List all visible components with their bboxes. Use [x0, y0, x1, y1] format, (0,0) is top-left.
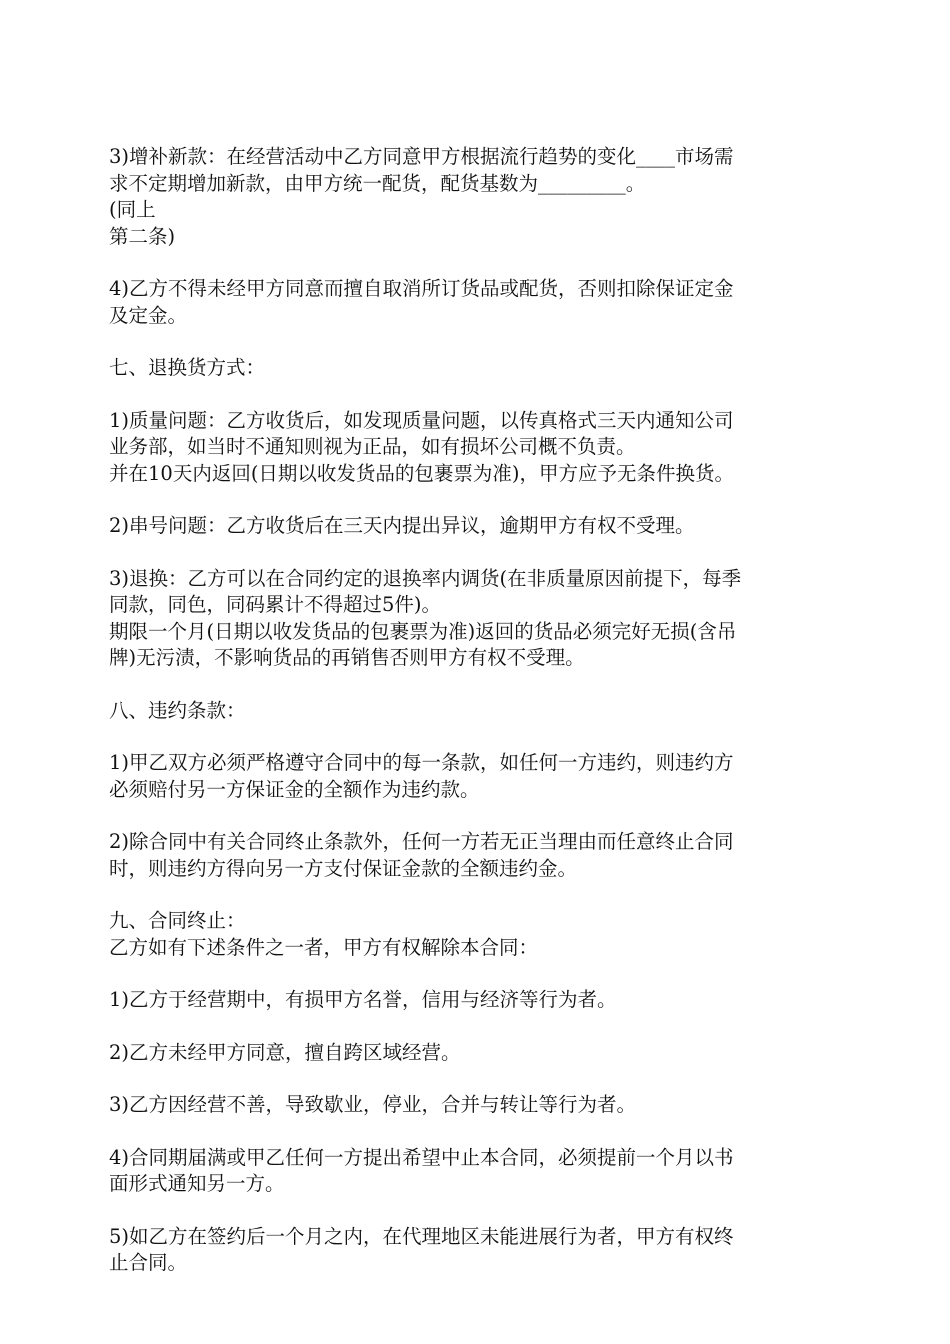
- text-line: 面形式通知另一方。: [109, 1172, 285, 1195]
- text-line: (同上: [109, 198, 156, 221]
- text-line: 4)乙方不得未经甲方同意而擅自取消所订货品或配货，否则扣除保证定金: [109, 277, 734, 300]
- text-line: 业务部，如当时不通知则视为正品，如有损坏公司概不负责。: [109, 435, 636, 458]
- text-line: 第二条): [109, 224, 176, 248]
- text-line: 1)质量问题：乙方收货后，如发现质量问题，以传真格式三天内通知公司: [109, 408, 734, 432]
- text-line: 同款，同色，同码累计不得超过5件)。: [109, 593, 442, 616]
- paragraph: [109, 513, 844, 540]
- paragraph: [109, 276, 844, 329]
- paragraph: [109, 355, 844, 382]
- text-line: 牌)无污渍，不影响货品的再销售否则甲方有权不受理。: [109, 646, 585, 669]
- paragraph: [109, 1040, 844, 1067]
- paragraph: [109, 908, 844, 961]
- paragraph: [109, 698, 844, 725]
- paragraph: [109, 1224, 844, 1277]
- text-line: 并在10天内返回(日期以收发货品的包裹票为准)，甲方应予无条件换货。: [109, 461, 735, 485]
- text-line: 2)除合同中有关合同终止条款外，任何一方若无正当理由而任意终止合同: [109, 830, 734, 853]
- text-line: 七、退换货方式：: [109, 356, 266, 379]
- text-line: 八、违约条款：: [109, 698, 246, 722]
- paragraph: [109, 987, 844, 1014]
- text-line: 3)增补新款：在经营活动中乙方同意甲方根据流行趋势的变化____市场需: [109, 145, 734, 168]
- text-line: 乙方如有下述条件之一者，甲方有权解除本合同：: [109, 935, 539, 959]
- text-line: 4)合同期届满或甲乙任何一方提出希望中止本合同，必须提前一个月以书: [109, 1145, 734, 1169]
- paragraph: [109, 1092, 844, 1119]
- text-line: 3)乙方因经营不善，导致歇业，停业，合并与转让等行为者。: [109, 1093, 637, 1116]
- text-line: 2)乙方未经甲方同意，擅自跨区域经营。: [109, 1040, 461, 1064]
- document-page: [109, 144, 844, 1277]
- text-line: 3)退换：乙方可以在合同约定的退换率内调货(在非质量原因前提下，每季: [109, 566, 742, 590]
- paragraph: [109, 1145, 844, 1198]
- text-line: 止合同。: [109, 1251, 188, 1274]
- paragraph: [109, 408, 844, 488]
- text-line: 5)如乙方在签约后一个月之内，在代理地区未能进展行为者，甲方有权终: [109, 1224, 734, 1248]
- paragraph: [109, 566, 844, 672]
- text-line: 1)甲乙双方必须严格遵守合同中的每一条款，如任何一方违约，则违约方: [109, 751, 734, 774]
- text-line: 期限一个月(日期以收发货品的包裹票为准)返回的货品必须完好无损(含吊: [109, 619, 737, 643]
- text-line: 及定金。: [109, 303, 188, 327]
- text-line: 必须赔付另一方保证金的全额作为违约款。: [109, 777, 480, 801]
- text-line: 时，则违约方得向另一方支付保证金款的全额违约金。: [109, 856, 578, 880]
- text-line: 1)乙方于经营期中，有损甲方名誉，信用与经济等行为者。: [109, 988, 617, 1011]
- text-line: 求不定期增加新款，由甲方统一配货，配货基数为_________。: [109, 171, 646, 195]
- paragraph: [109, 144, 844, 250]
- text-line: 九、合同终止：: [109, 909, 246, 932]
- paragraph: [109, 750, 844, 803]
- paragraph: [109, 829, 844, 882]
- text-line: 2)串号问题：乙方收货后在三天内提出异议，逾期甲方有权不受理。: [109, 514, 695, 537]
